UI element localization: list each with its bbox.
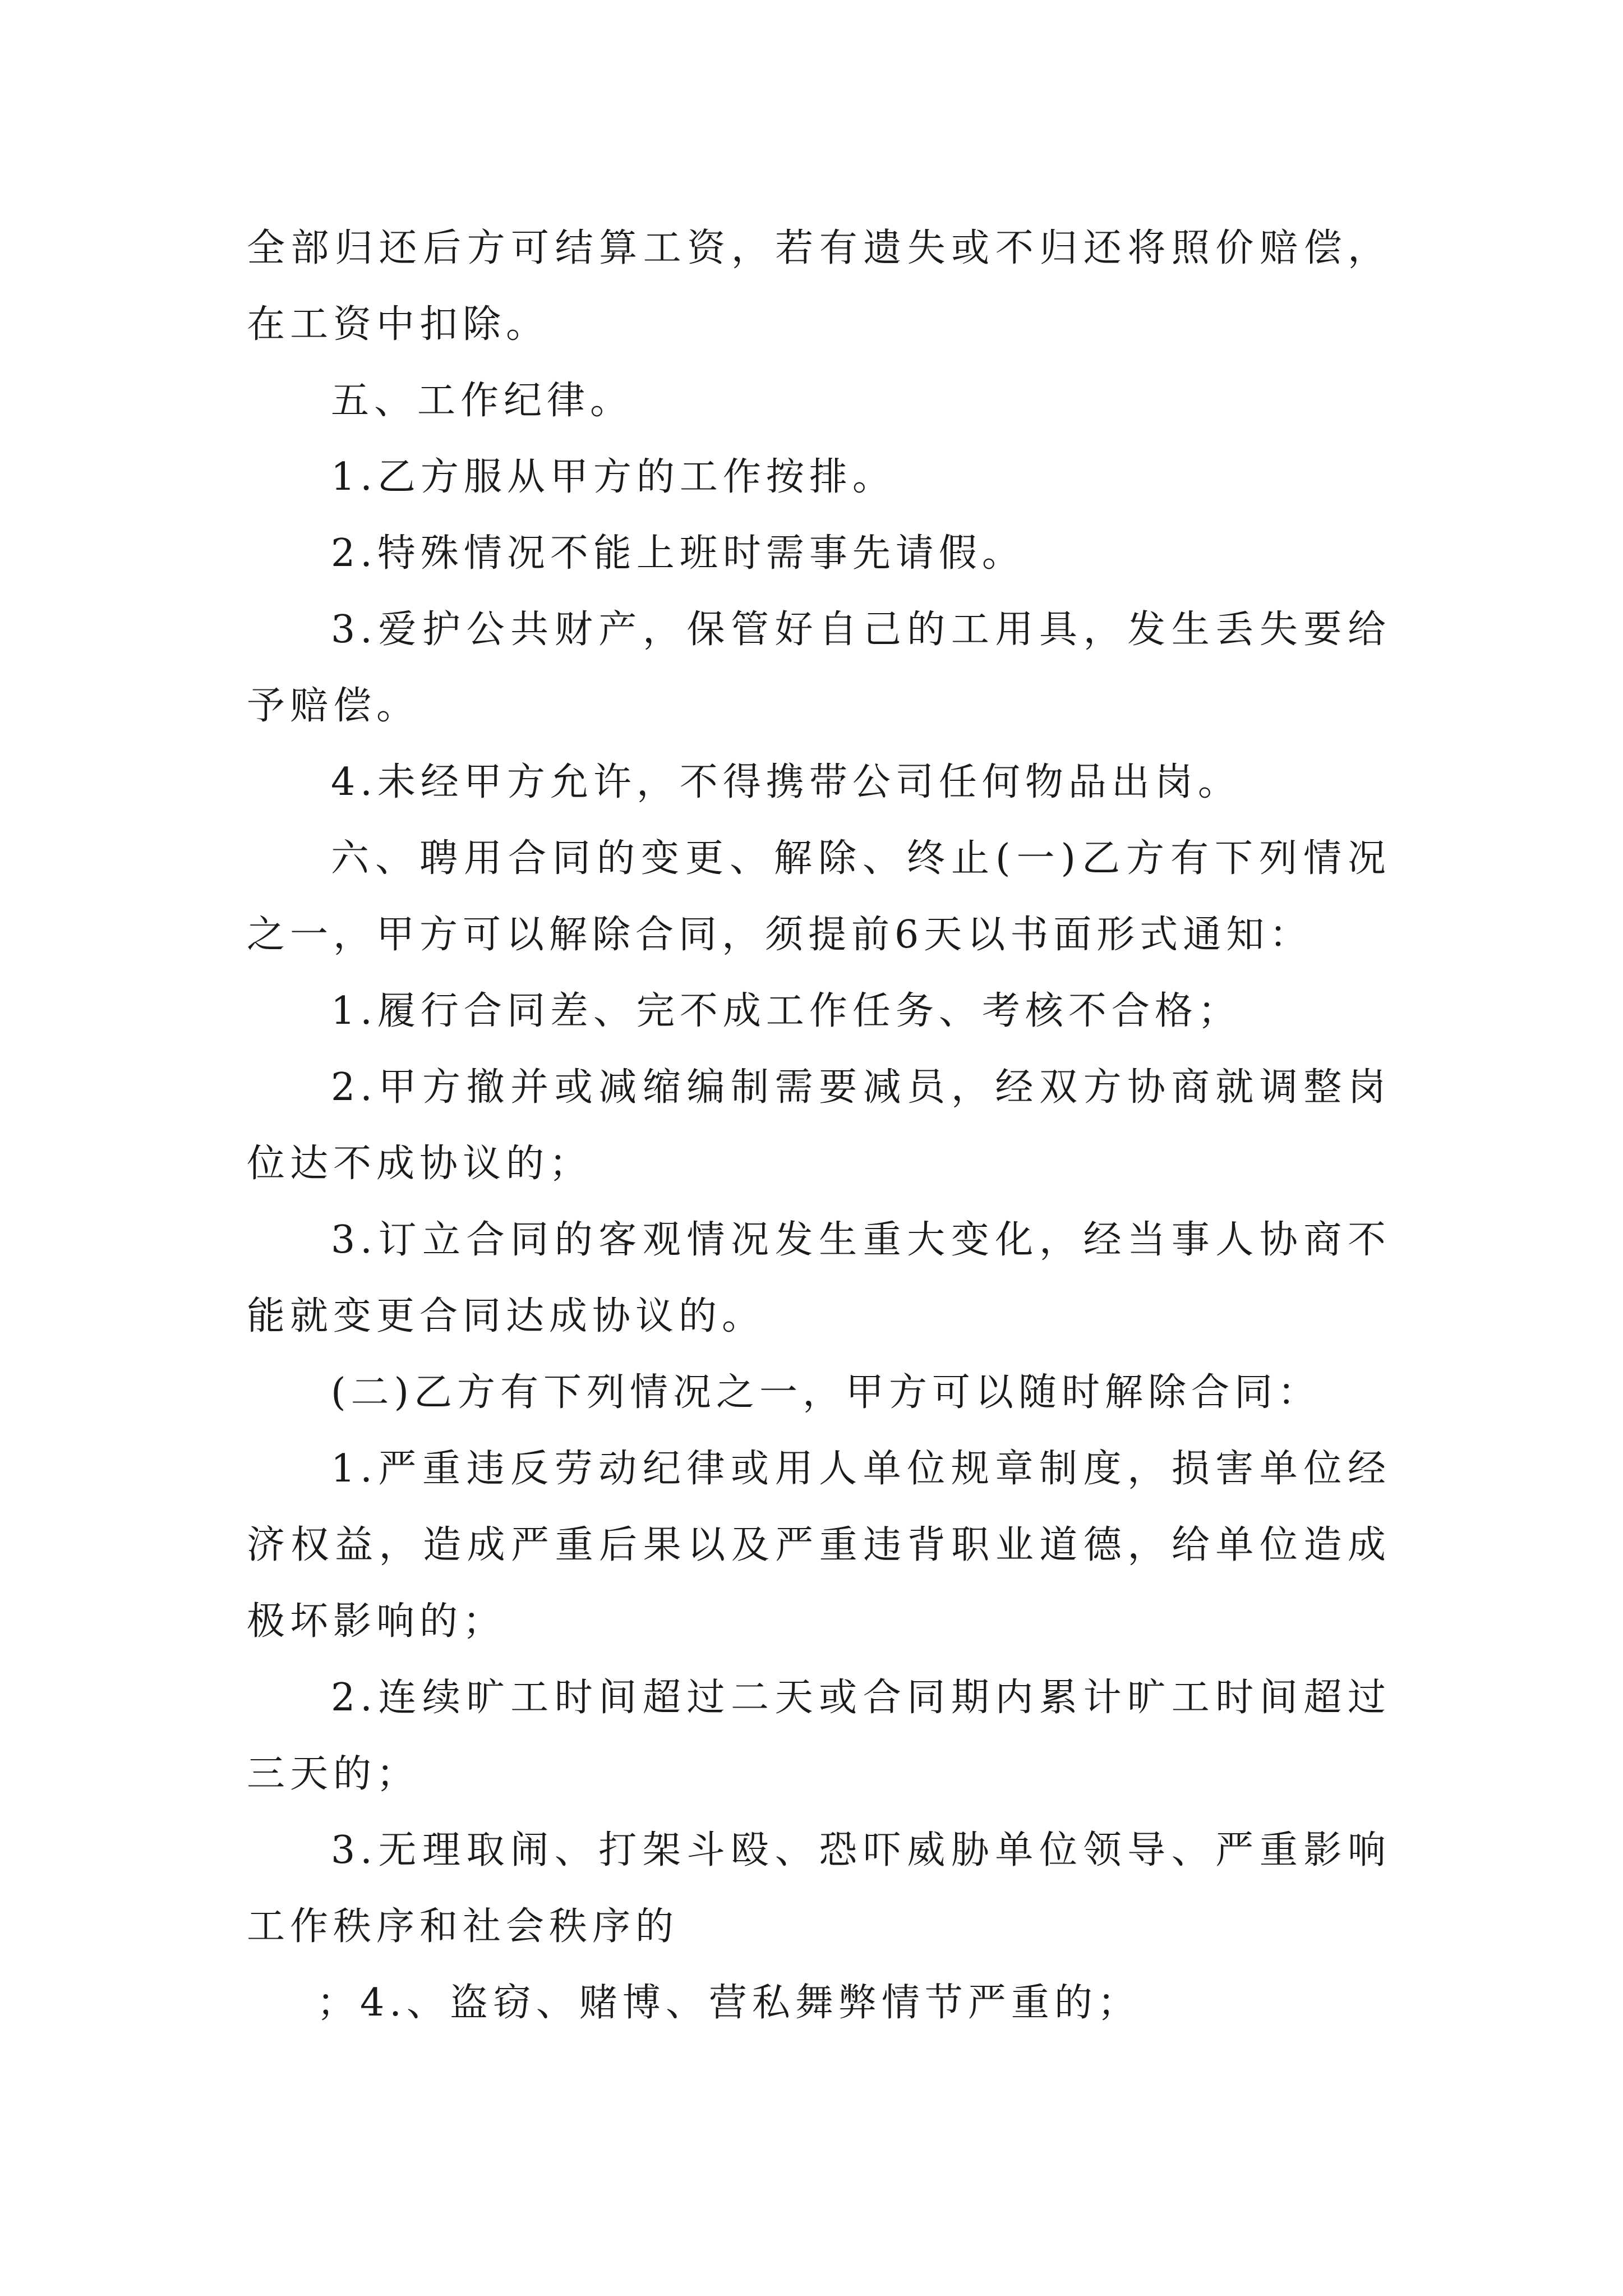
list-item-termination-3: 3.订立合同的客观情况发生重大变化，经当事人协商不能就变更合同达成协议的。 xyxy=(247,1218,1391,1338)
heading-work-discipline: 五、工作纪律。 xyxy=(331,379,634,423)
list-item-immediate-3: 3.无理取闹、打架斗殴、恐吓威胁单位领导、严重影响工作秩序和社会秩序的 xyxy=(247,1828,1391,1949)
document-body xyxy=(247,210,1391,2041)
list-item-termination-1: 1.履行合同差、完不成工作任务、考核不合格； xyxy=(331,989,1241,1033)
list-item-discipline-1: 1.乙方服从甲方的工作按排。 xyxy=(331,455,896,499)
paragraph-wage-settlement: 全部归还后方可结算工资，若有遗失或不归还将照价赔偿，在工资中扣除。 xyxy=(247,226,1391,347)
heading-immediate-termination: (二)乙方有下列情况之一，甲方可以随时解除合同： xyxy=(331,1370,1321,1415)
heading-contract-changes: 六、聘用合同的变更、解除、终止(一)乙方有下列情况之一，甲方可以解除合同，须提前6天以书面形式通知： xyxy=(247,836,1391,957)
list-item-discipline-3: 3.爱护公共财产，保管好自己的工用具，发生丢失要给予赔偿。 xyxy=(247,608,1391,728)
list-item-termination-2: 2.甲方撤并或减缩编制需要减员，经双方协商就调整岗位达不成协议的； xyxy=(247,1065,1391,1186)
list-item-discipline-2: 2.特殊情况不能上班时需事先请假。 xyxy=(331,531,1025,576)
list-item-discipline-4: 4.未经甲方允许，不得携带公司任何物品出岗。 xyxy=(331,760,1241,804)
list-item-immediate-4: ；4.、盗窃、赌博、营私舞弊情节严重的； xyxy=(317,1981,1141,2025)
list-item-immediate-1: 1.严重违反劳动纪律或用人单位规章制度，损害单位经济权益，造成严重后果以及严重违背职业道德，给单位造成极坏影响的； xyxy=(247,1447,1391,1644)
list-item-immediate-2: 2.连续旷工时间超过二天或合同期内累计旷工时间超过三天的； xyxy=(247,1676,1391,1796)
